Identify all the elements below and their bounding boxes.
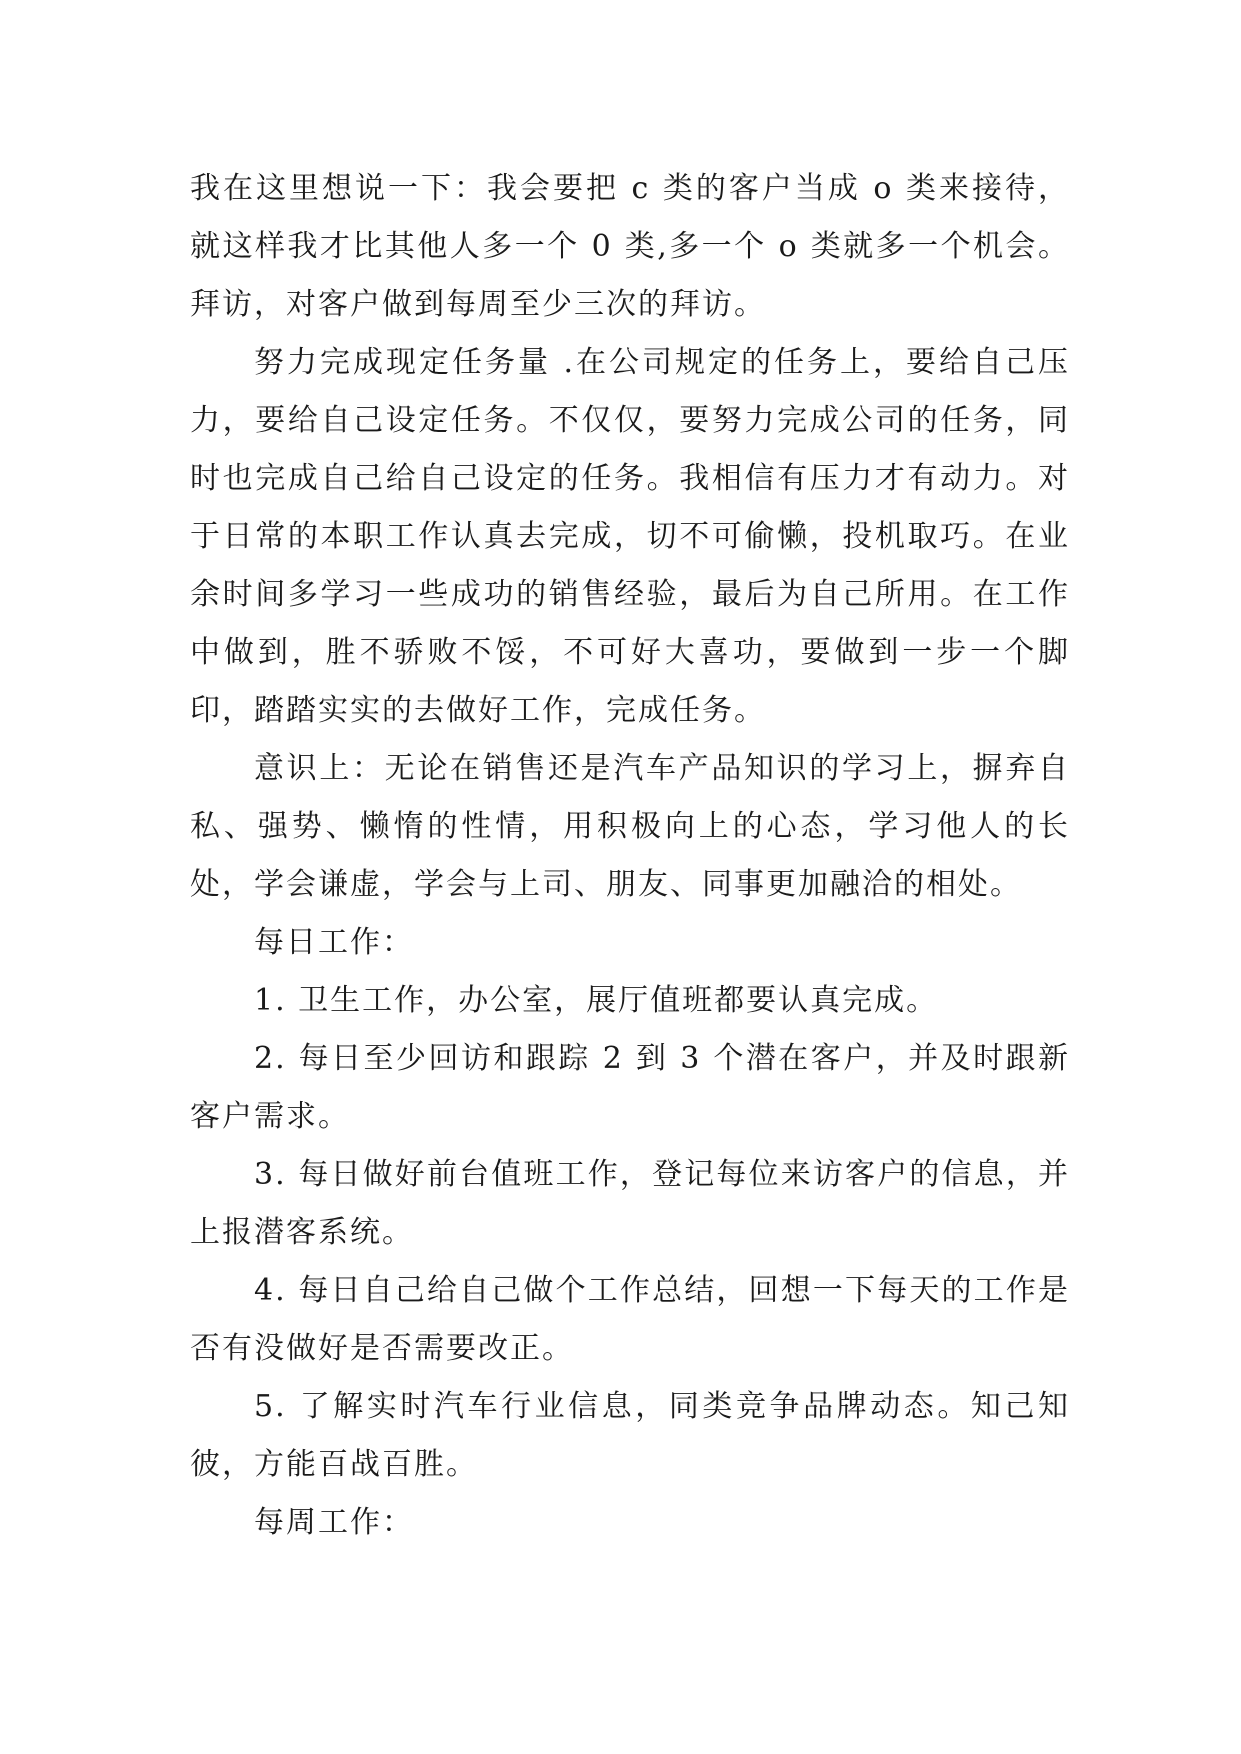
- list-item-4: 4. 每日自己给自己做个工作总结，回想一下每天的工作是否有没做好是否需要改正。: [190, 1273, 1070, 1366]
- paragraph-task-target: 努力完成现定任务量 .在公司规定的任务上，要给自己压力，要给自己设定任务。不仅仅，要努力完成公司的任务，同时也完成自己给自己设定的任务。我相信有压力才有动力。对于日常的本职工作认真去完成，切不可偷懒，投机取巧。在业余时间多学习一些成功的销售经验，最后为自己所用。在工作中做到，胜不骄败不馁，不可好大喜功，要做到一步一个脚印，踏踏实实的去做好工作，完成任务。: [190, 345, 1070, 728]
- paragraph-intro: 我在这里想说一下：我会要把 c 类的客户当成 o 类来接待，就这样我才比其他人多一个 0 类,多一个 o 类就多一个机会。拜访，对客户做到每周至少三次的拜访。: [190, 171, 1070, 322]
- document-body: [190, 160, 1070, 1552]
- paragraph-awareness: 意识上：无论在销售还是汽车产品知识的学习上，摒弃自私、强势、懒惰的性情，用积极向上的心态，学习他人的长处，学会谦虚，学会与上司、朋友、同事更加融洽的相处。: [190, 751, 1070, 902]
- list-item-2: 2. 每日至少回访和跟踪 2 到 3 个潜在客户，并及时跟新客户需求。: [190, 1041, 1070, 1134]
- heading-weekly-work: 每周工作：: [254, 1505, 414, 1540]
- list-item-1: 1. 卫生工作，办公室，展厅值班都要认真完成。: [254, 983, 939, 1018]
- heading-daily-work: 每日工作：: [254, 925, 414, 960]
- list-item-3: 3. 每日做好前台值班工作，登记每位来访客户的信息，并上报潜客系统。: [190, 1157, 1070, 1250]
- list-item-5: 5. 了解实时汽车行业信息，同类竞争品牌动态。知己知彼，方能百战百胜。: [190, 1389, 1070, 1482]
